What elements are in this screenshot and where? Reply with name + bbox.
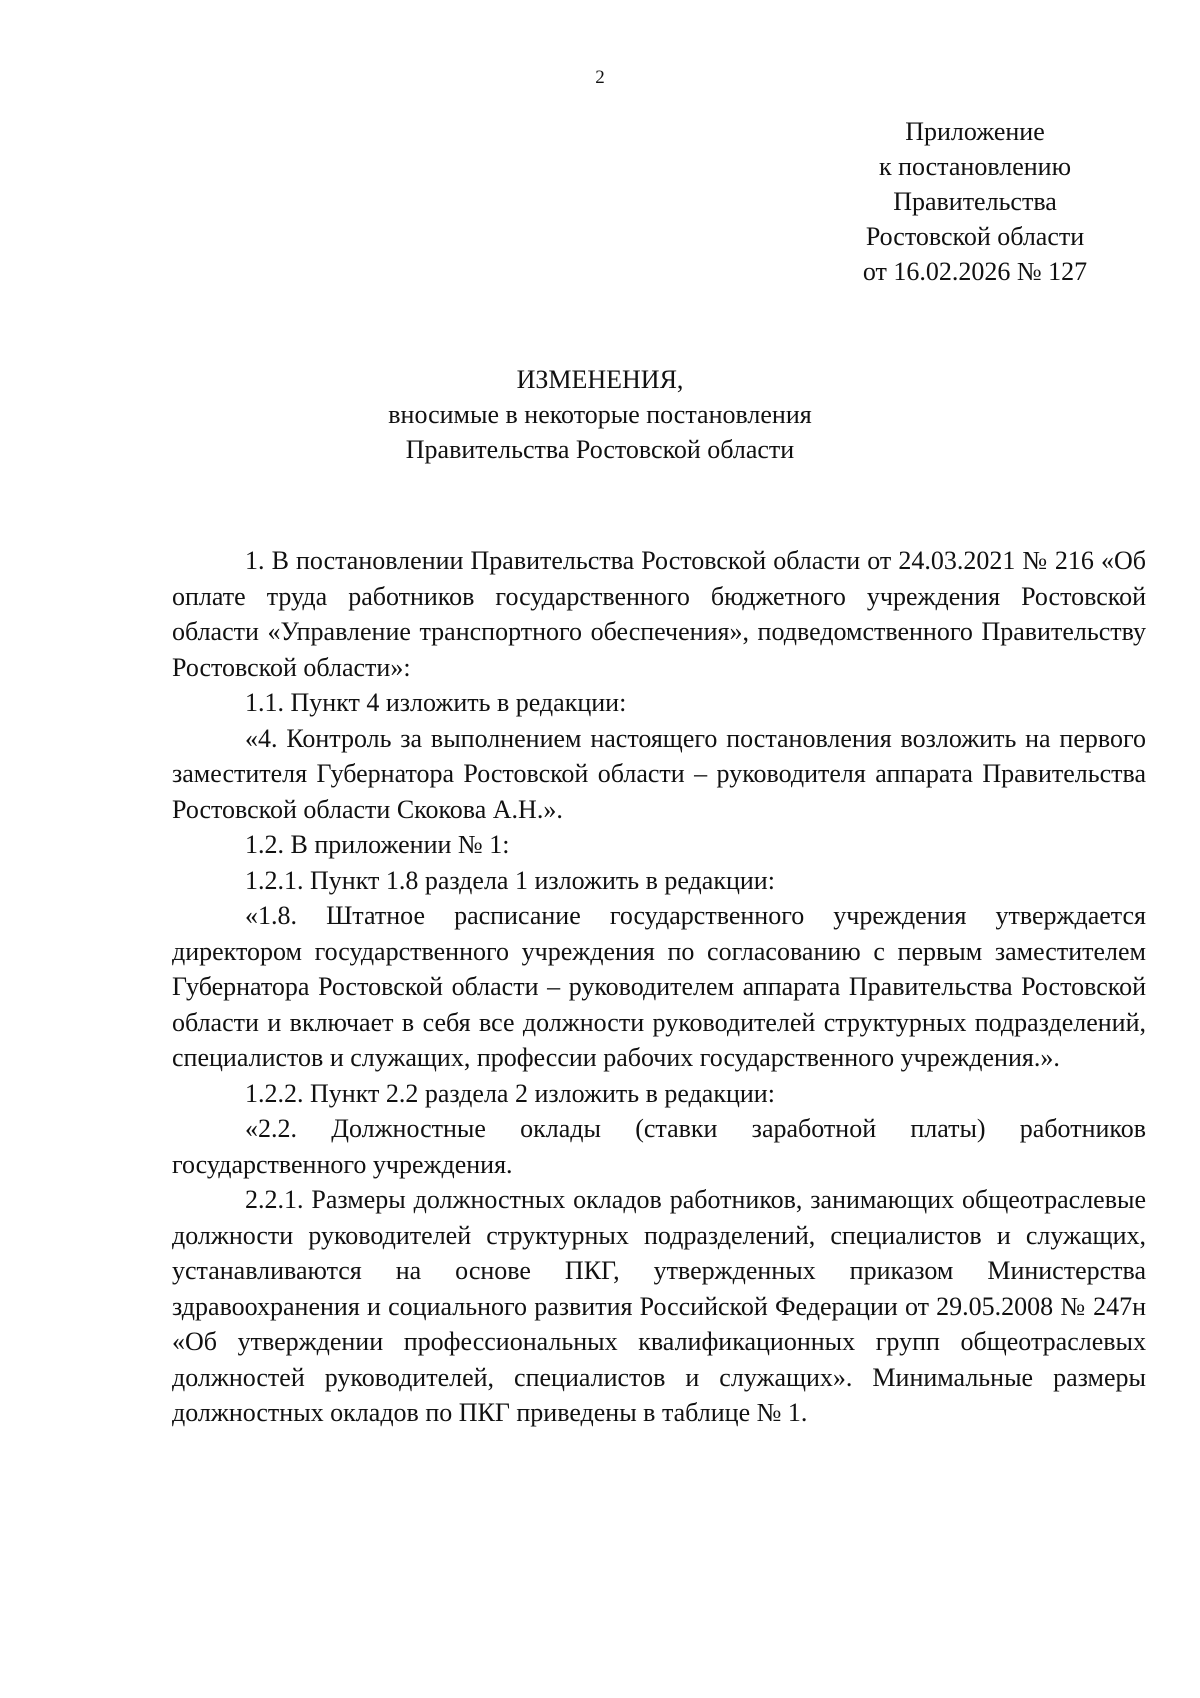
- appendix-block: [820, 114, 1130, 289]
- document-heading: [0, 362, 1200, 467]
- appendix-line: Правительства: [893, 187, 1057, 216]
- paragraph-item-1-2-2: 1.2.2. Пункт 2.2 раздела 2 изложить в редакции:: [245, 1078, 775, 1108]
- paragraph-quote-2-2: «2.2. Должностные оклады (ставки заработной платы) работников государственного учреждения.: [172, 1114, 1146, 1179]
- heading-title: ИЗМЕНЕНИЯ,: [516, 365, 684, 394]
- appendix-line: Ростовской области: [865, 222, 1085, 251]
- paragraph-item-1-2-1: 1.2.1. Пункт 1.8 раздела 1 изложить в редакции:: [245, 865, 775, 895]
- paragraph-item-2-2-1: 2.2.1. Размеры должностных окладов работников, занимающих общеотраслевые должности руководителей структурных подразделений, специалистов и служащих, устанавливаются на основе ПКГ, утвержденных приказом Министерства здравоохранения и социального развития Российской Федерации от 29.05.2008 № 247н «Об утверждении профессиональных квалификационных групп общеотраслевых должностей руководителей, специалистов и служащих». Минимальные размеры должностных окладов по ПКГ приведены в таблице № 1.: [172, 1185, 1146, 1427]
- heading-subtitle: Правительства Ростовской области: [405, 435, 795, 464]
- page-number: 2: [595, 67, 605, 88]
- document-body: [172, 543, 1146, 1431]
- appendix-line: Приложение: [905, 117, 1045, 146]
- appendix-line: к постановлению: [878, 152, 1072, 181]
- heading-subtitle: вносимые в некоторые постановления: [388, 400, 812, 429]
- paragraph-quote-4: «4. Контроль за выполнением настоящего постановления возложить на первого заместителя Губернатора Ростовской области – руководителя аппарата Правительства Ростовской области Скокова А.Н.».: [172, 723, 1146, 824]
- paragraph-quote-1-8: «1.8. Штатное расписание государственного учреждения утверждается директором государственного учреждения по согласованию с первым заместителем Губернатора Ростовской области – руководителем аппарата Правительства Ростовской области и включает в себя все должности руководителей структурных подразделений, специалистов и служащих, профессии рабочих государственного учреждения.».: [172, 901, 1146, 1072]
- paragraph-item-1-1: 1.1. Пункт 4 изложить в редакции:: [245, 688, 627, 717]
- appendix-date-number: от 16.02.2026 № 127: [862, 257, 1088, 286]
- paragraph-item-1: 1. В постановлении Правительства Ростовской области от 24.03.2021 № 216 «Об оплате труда работников государственного бюджетного учреждения Ростовской области «Управление транспортного обеспечения», подведомственного Правительству Ростовской области»:: [172, 546, 1146, 682]
- paragraph-item-1-2: 1.2. В приложении № 1:: [245, 830, 510, 859]
